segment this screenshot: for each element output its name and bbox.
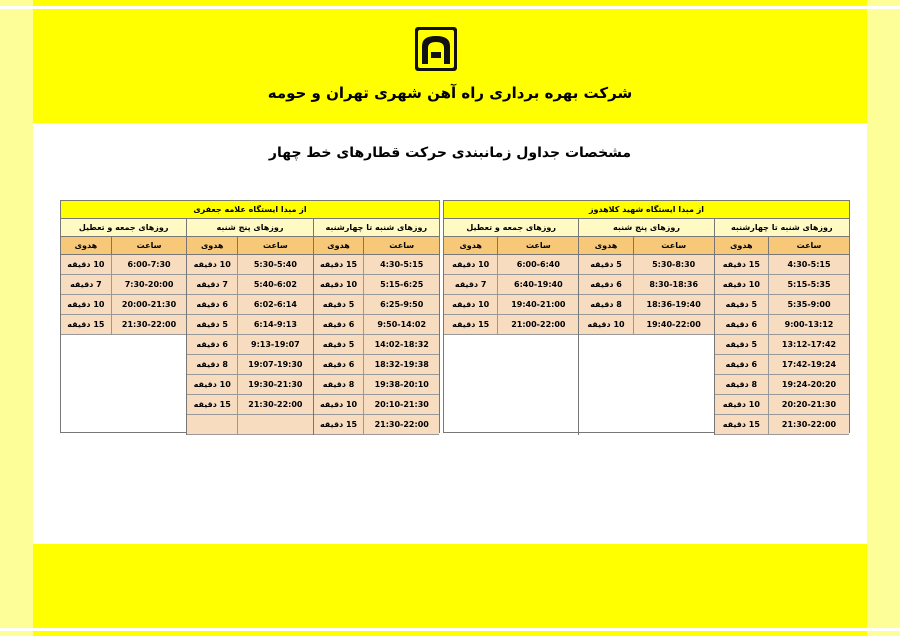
time-cell: 21:00-22:00 xyxy=(497,315,578,334)
headway-cell: 10 دقیقه xyxy=(319,280,358,289)
table-row xyxy=(187,335,312,355)
time-cell: 5:30-5:40 xyxy=(237,255,313,274)
table-row xyxy=(715,335,849,355)
table-row xyxy=(314,375,439,395)
headway-cell: 6 دقیقه xyxy=(196,340,228,349)
time-cell: 9:13-19:07 xyxy=(237,335,313,354)
headway-cell: 6 دقیقه xyxy=(322,320,355,329)
time-cell: 18:36-19:40 xyxy=(633,295,714,314)
panel-heading: از مبدا ایستگاه علامه جعفری xyxy=(61,201,439,219)
table-row xyxy=(61,295,186,315)
time-cell: 6:00-6:40 xyxy=(497,255,578,274)
headway-cell: 15 دقیقه xyxy=(319,260,358,269)
headway-cell xyxy=(187,415,237,434)
time-cell: 20:10-21:30 xyxy=(363,395,439,414)
headway-cell: 10 دقیقه xyxy=(193,260,231,269)
headway-cell: 15 دقیقه xyxy=(722,260,760,269)
allameh-jafari-schedule-panel xyxy=(60,200,440,433)
headway-cell: 15 دقیقه xyxy=(193,400,231,409)
table-row xyxy=(187,395,312,415)
table-row xyxy=(187,295,312,315)
thursday-group xyxy=(578,219,713,435)
time-cell: 19:24-20:20 xyxy=(768,375,849,394)
time-cell: 20:00-21:30 xyxy=(111,295,187,314)
table-row xyxy=(187,355,312,375)
headway-cell: 10 دقیقه xyxy=(452,260,490,269)
headway-cell: 6 دقیقه xyxy=(725,320,758,329)
headway-cell: 10 دقیقه xyxy=(67,300,105,309)
table-row xyxy=(444,315,578,335)
time-cell: 13:12-17:42 xyxy=(768,335,849,354)
table-row xyxy=(715,315,849,335)
headway-cell: 6 دقیقه xyxy=(590,280,622,289)
table-row xyxy=(314,275,439,295)
kolahdouz-schedule-panel xyxy=(443,200,850,433)
table-row xyxy=(187,275,312,295)
table-row xyxy=(715,295,849,315)
time-cell: 21:30-22:00 xyxy=(111,315,187,334)
column-headers xyxy=(187,237,312,255)
table-row xyxy=(61,315,186,335)
table-row xyxy=(444,255,578,275)
time-cell: 21:30-22:00 xyxy=(768,415,849,434)
table-row xyxy=(61,255,186,275)
column-headers xyxy=(715,237,849,255)
column-headers xyxy=(314,237,439,255)
headway-cell: 10 دقیقه xyxy=(722,400,760,409)
headway-cell: 6 دقیقه xyxy=(196,300,228,309)
table-row xyxy=(187,255,312,275)
time-cell: 5:15-5:35 xyxy=(768,275,849,294)
table-row xyxy=(715,375,849,395)
time-column-header: ساعت xyxy=(363,237,439,254)
table-row xyxy=(314,415,439,435)
time-cell: 6:25-9:50 xyxy=(363,295,439,314)
headway-cell: 7 دقیقه xyxy=(454,280,487,289)
time-cell: 6:40-19:40 xyxy=(497,275,578,294)
headway-cell: 15 دقیقه xyxy=(452,320,490,329)
headway-cell: 10 دقیقه xyxy=(67,260,105,269)
time-cell: 6:00-7:30 xyxy=(111,255,187,274)
time-cell: 20:20-21:30 xyxy=(768,395,849,414)
time-column-header: ساعت xyxy=(237,237,313,254)
holiday-group xyxy=(61,219,186,435)
time-cell: 5:35-9:00 xyxy=(768,295,849,314)
headway-cell: 8 دقیقه xyxy=(725,380,758,389)
group-title: روزهای پنج شنبه xyxy=(187,219,312,237)
time-cell: 19:30-21:30 xyxy=(237,375,313,394)
time-cell: 19:40-21:00 xyxy=(497,295,578,314)
headway-cell: 7 دقیقه xyxy=(70,280,102,289)
time-cell: 5:15-6:25 xyxy=(363,275,439,294)
group-title: روزهای شنبه تا چهارشنبه xyxy=(314,219,439,237)
top-divider xyxy=(0,6,900,9)
headway-cell: 15 دقیقه xyxy=(67,320,105,329)
headway-cell: 8 دقیقه xyxy=(590,300,622,309)
time-cell: 21:30-22:00 xyxy=(363,415,439,434)
headway-cell: 8 دقیقه xyxy=(322,380,355,389)
column-headers xyxy=(579,237,713,255)
time-cell: 18:32-19:38 xyxy=(363,355,439,374)
headway-cell: 5 دقیقه xyxy=(725,340,758,349)
table-row xyxy=(314,315,439,335)
headway-column-header: هدوی xyxy=(74,241,98,250)
time-cell: 4:30-5:15 xyxy=(363,255,439,274)
headway-cell: 5 دقیقه xyxy=(725,300,758,309)
headway-column-header: هدوی xyxy=(459,241,482,250)
headway-column-header: هدوی xyxy=(730,241,753,250)
time-cell: 6:14-9:13 xyxy=(237,315,313,334)
headway-cell: 10 دقیقه xyxy=(452,300,490,309)
headway-cell: 8 دقیقه xyxy=(196,360,228,369)
time-cell: 6:02-6:14 xyxy=(237,295,313,314)
column-headers xyxy=(444,237,578,255)
table-row xyxy=(715,255,849,275)
group-title: روزهای جمعه و تعطیل xyxy=(61,219,186,237)
headway-column-header: هدوی xyxy=(200,241,224,250)
time-cell: 19:07-19:30 xyxy=(237,355,313,374)
panel-heading: از مبدا ایستگاه شهید کلاهدوز xyxy=(444,201,849,219)
table-row xyxy=(579,275,713,295)
left-edge-stripe xyxy=(0,0,33,636)
holiday-group xyxy=(444,219,578,435)
time-column-header: ساعت xyxy=(111,237,187,254)
right-edge-stripe xyxy=(867,0,900,636)
table-row xyxy=(314,335,439,355)
table-row xyxy=(314,355,439,375)
time-cell: 4:30-5:15 xyxy=(768,255,849,274)
table-row xyxy=(314,255,439,275)
table-row xyxy=(579,255,713,275)
table-row xyxy=(187,375,312,395)
bottom-banner xyxy=(0,544,900,636)
table-row xyxy=(715,395,849,415)
time-cell xyxy=(237,415,313,434)
group-title: روزهای پنج شنبه xyxy=(579,219,713,237)
time-cell: 7:30-20:00 xyxy=(111,275,187,294)
weekday-group xyxy=(313,219,439,435)
headway-cell: 5 دقیقه xyxy=(196,320,228,329)
time-cell: 17:42-19:24 xyxy=(768,355,849,374)
table-row xyxy=(715,275,849,295)
time-cell: 14:02-18:32 xyxy=(363,335,439,354)
time-cell: 5:30-8:30 xyxy=(633,255,714,274)
metro-logo-icon xyxy=(414,26,458,72)
table-row xyxy=(444,275,578,295)
time-cell: 8:30-18:36 xyxy=(633,275,714,294)
time-column-header: ساعت xyxy=(633,237,714,254)
headway-cell: 10 دقیقه xyxy=(319,400,358,409)
table-row xyxy=(314,395,439,415)
table-row xyxy=(579,315,713,335)
page-title: مشخصات جداول زمانبندی حرکت قطارهای خط چهار xyxy=(268,145,632,161)
table-row xyxy=(715,355,849,375)
table-row xyxy=(314,295,439,315)
headway-cell: 6 دقیقه xyxy=(725,360,758,369)
time-cell: 5:40-6:02 xyxy=(237,275,313,294)
table-row xyxy=(187,315,312,335)
thursday-group xyxy=(186,219,312,435)
time-column-header: ساعت xyxy=(768,237,849,254)
weekday-group xyxy=(714,219,849,435)
time-cell: 9:00-13:12 xyxy=(768,315,849,334)
table-row xyxy=(444,295,578,315)
headway-column-header: هدوی xyxy=(594,241,618,250)
headway-cell: 10 دقیقه xyxy=(587,320,625,329)
headway-cell: 15 دقیقه xyxy=(319,420,358,429)
bottom-divider xyxy=(0,628,900,631)
headway-cell: 5 دقیقه xyxy=(590,260,622,269)
headway-cell: 10 دقیقه xyxy=(722,280,760,289)
table-row xyxy=(579,295,713,315)
time-column-header: ساعت xyxy=(497,237,578,254)
group-title: روزهای جمعه و تعطیل xyxy=(444,219,578,237)
headway-cell: 6 دقیقه xyxy=(322,360,355,369)
time-cell: 21:30-22:00 xyxy=(237,395,313,414)
headway-cell: 15 دقیقه xyxy=(722,420,760,429)
column-headers xyxy=(61,237,186,255)
time-cell: 9:50-14:02 xyxy=(363,315,439,334)
headway-cell: 5 دقیقه xyxy=(322,300,355,309)
table-row xyxy=(61,275,186,295)
group-title: روزهای شنبه تا چهارشنبه xyxy=(715,219,849,237)
company-name: شرکت بهره برداری راه آهن شهری تهران و حومه xyxy=(267,84,633,102)
table-row xyxy=(187,415,312,435)
time-cell: 19:38-20:10 xyxy=(363,375,439,394)
headway-column-header: هدوی xyxy=(327,241,350,250)
headway-cell: 7 دقیقه xyxy=(196,280,228,289)
time-cell: 19:40-22:00 xyxy=(633,315,714,334)
headway-cell: 5 دقیقه xyxy=(322,340,355,349)
headway-cell: 10 دقیقه xyxy=(193,380,231,389)
table-row xyxy=(715,415,849,435)
